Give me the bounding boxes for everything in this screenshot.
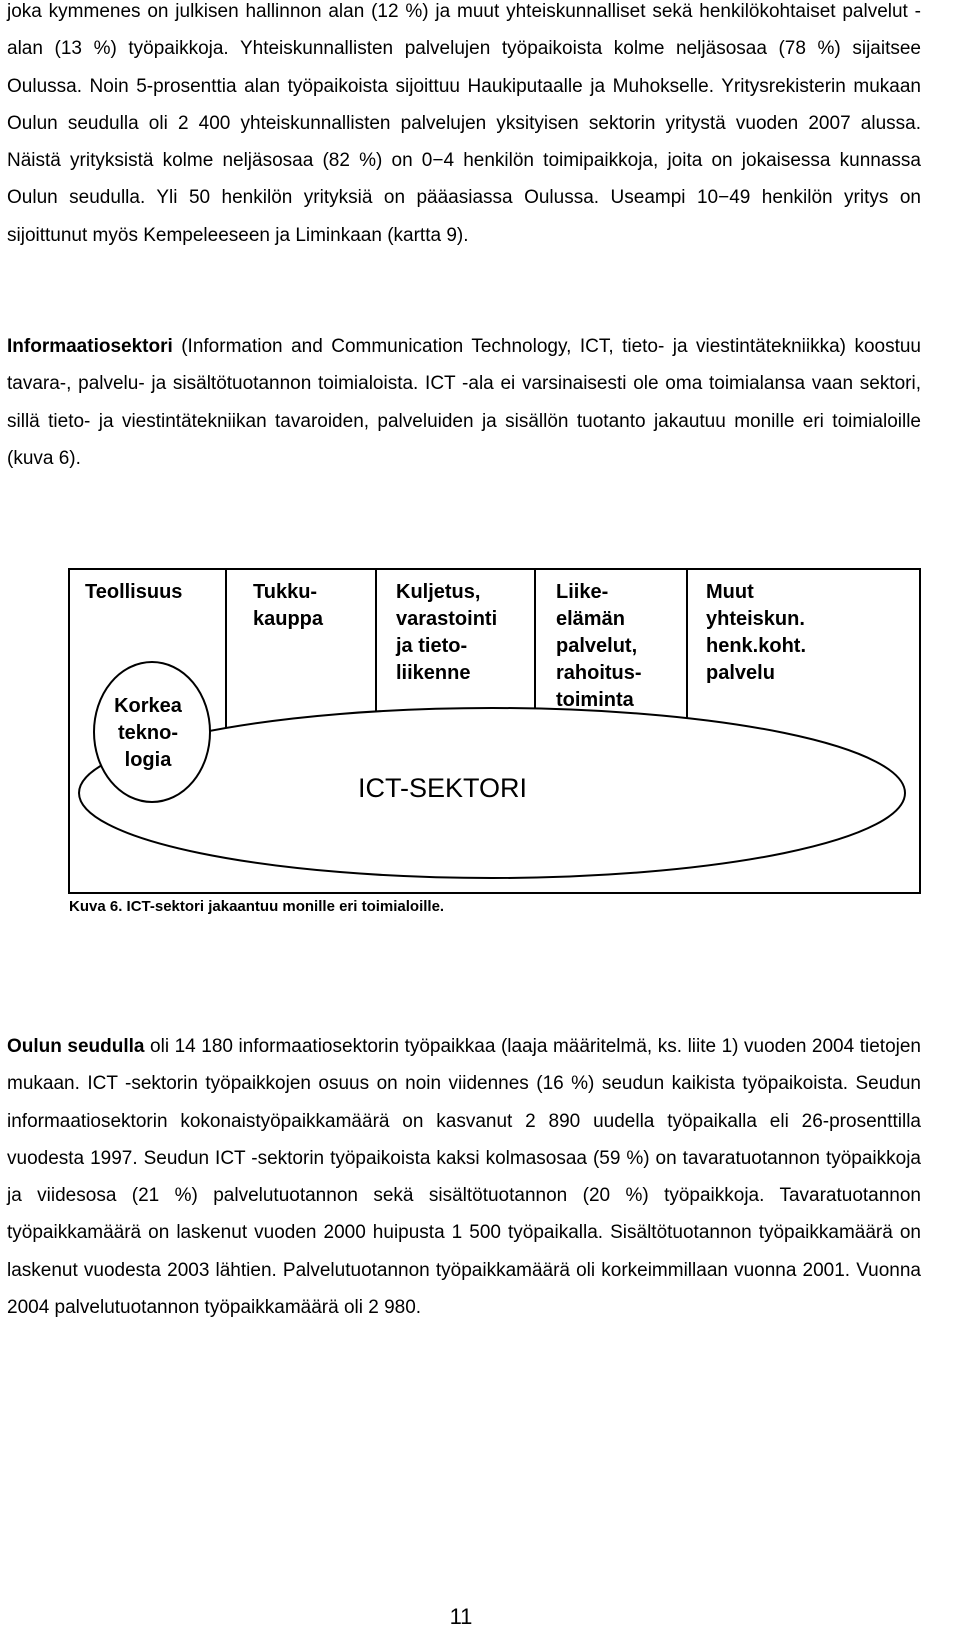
paragraph-2-lead: Informaatiosektori [7,336,173,357]
ict-sector-diagram [0,560,960,940]
sector-column-label-line: kauppa [253,608,324,630]
sector-column-label-line: Muut [706,581,754,603]
sector-column-label-line: rahoitus- [556,662,642,684]
sector-column-label-line: varastointi [396,608,498,630]
sector-column-label-line: ja tieto- [396,635,468,657]
sector-column-label [395,581,497,684]
paragraph-3 [7,1028,921,1326]
high-technology-label-line: tekno- [118,722,178,744]
figure-caption: Kuva 6. ICT-sektori jakaantuu monille eri toimialoille. [69,898,445,915]
paragraph-2 [7,328,921,477]
paragraph-3-text: oli 14 180 informaatiosektorin työpaikkaa (laaja määritelmä, ks. liite 1) vuoden 2004 tietojen mukaan. ICT -sektorin työpaikkojen osuus on noin viidennes (16 %) seudun kaikista työpaikoista. Seudun informaatiosektorin kokonaistyöpaikkamäärä on kasvanut 2 890 uudella työpaikalla eli 26-prosenttilla vuodesta 1997. Seudun ICT -sektorin työpaikoista kaksi kolmasosaa (59 %) on tavaratuotannon työpaikkoja ja viidesosa (21 %) palvelutuotannon sekä sisältötuotannon (20 %) työpaikkoja. Tavaratuotannon työpaikkamäärä on laskenut vuoden 2000 huipusta 1 500 työpaikalla. Sisältötuotannon työpaikkamäärä on laskenut vuodesta 2003 lähtien. Palvelutuotannon työpaikkamäärä oli korkeimmillaan vuonna 2001. Vuonna 2004 palvelutuotannon työpaikkamäärä oli 2 980. [7,1036,921,1319]
sector-column-label-line: Kuljetus, [396,581,481,603]
sector-column-label-line: Tukku- [253,581,318,603]
paragraph-3-lead: Oulun seudulla [7,1036,145,1057]
sector-column-label-line: Teollisuus [85,581,183,603]
sector-column-label-line: toiminta [556,689,634,711]
sector-column-label-line: liikenne [396,662,471,684]
paragraph-1 [7,0,921,254]
sector-column-label [706,581,806,684]
sector-column-label [253,581,324,630]
high-technology-label-line: logia [124,749,172,771]
sector-column-label [85,581,182,603]
sector-column-label-line: henk.koht. [706,635,807,657]
sector-column-label [556,581,642,711]
paragraph-2-text: (Information and Communication Technology, ICT, tieto- ja viestintätekniikka) koostuu tavara-, palvelu- ja sisältötuotannon toimialoista. ICT -ala ei varsinaisesti ole oma toimialansa vaan sektori, sillä tieto- ja viestintätekniikan tavaroiden, palveluiden ja sisällön tuotanto jakautuu monille eri toimialoille (kuva 6). [7,336,921,469]
sector-column-label-line: Liike- [556,581,609,603]
sector-column-label-line: yhteiskun. [706,608,805,630]
high-technology-label-line: Korkea [114,695,182,717]
sector-column-label-line: palvelut, [556,635,638,657]
sector-column-label-line: palvelu [706,662,775,684]
sector-column-label-line: elämän [556,608,625,630]
paragraph-1-text: joka kymmenes on julkisen hallinnon alan (12 %) ja muut yhteiskunnalliset sekä henkilökohtaiset palvelut -alan (13 %) työpaikkoja. Yhteiskunnallisten palvelujen työpaikoista kolme neljäsosaa (78 %) sijaitsee Oulussa. Noin 5-prosenttia alan työpaikoista sijoittuu Haukiputaalle ja Muhokselle. Yritysrekisterin mukaan Oulun seudulla oli 2 400 yhteiskunnallisten palvelujen yksityisen sektorin yritystä vuoden 2007 alussa. Näistä yrityksistä kolme neljäsosaa (82 %) on 0−4 henkilön toimipaikkoja, joita on jokaisessa kunnassa Oulun seudulla. Yli 50 henkilön yrityksiä on pääasiassa Oulussa. Useampi 10−49 henkilön yritys on sijoittunut myös Kempeleeseen ja Liminkaan (kartta 9). [7,1,921,246]
page-number: 11 [449,1604,473,1629]
ict-sector-label: ICT-SEKTORI [358,773,528,803]
